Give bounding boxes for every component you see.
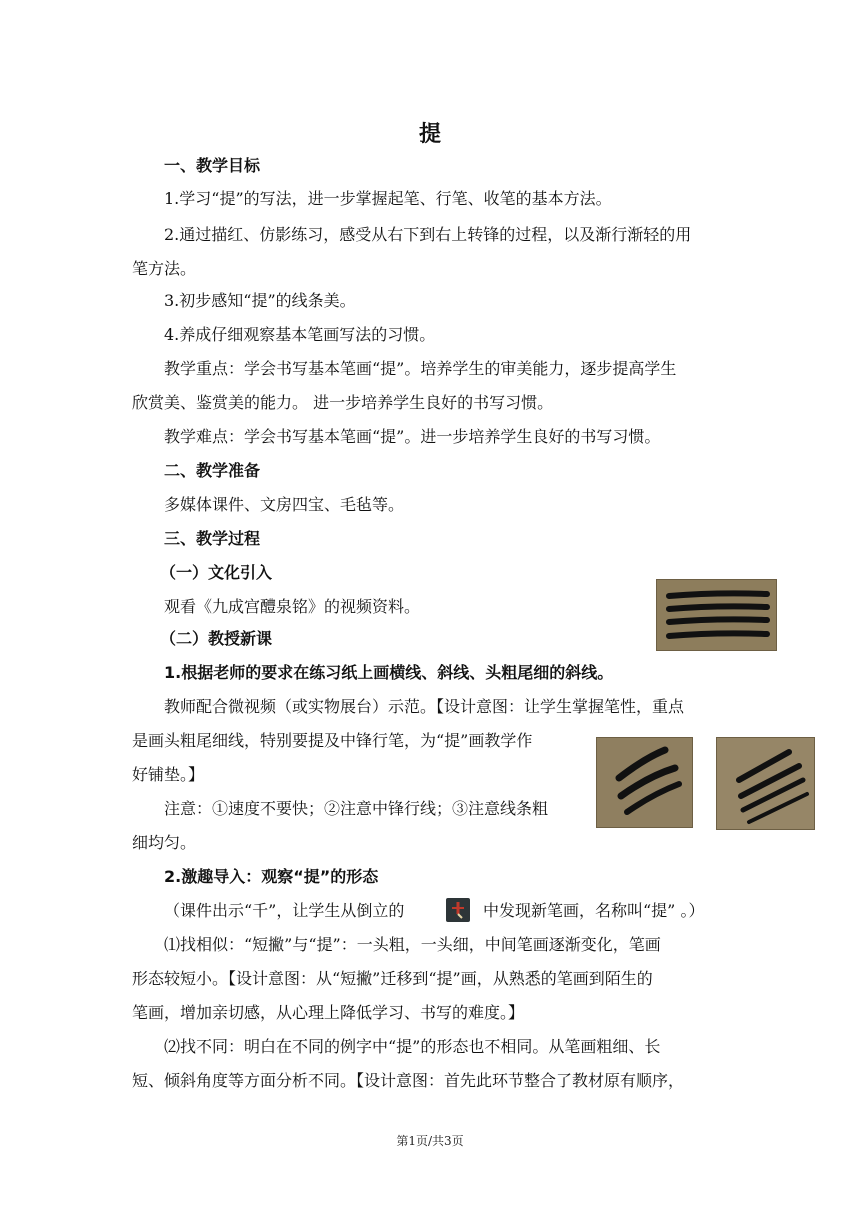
key-points-line2: 欣赏美、鉴赏美的能力。 进一步培养学生良好的书写习惯。 [132,393,554,412]
step2-heading: 2.激趣导入：观察“提”的形态 [164,867,379,886]
section-heading-goals: 一、教学目标 [164,156,261,175]
step2-line4: 笔画，增加亲切感，从心理上降低学习、书写的难度。】 [132,1003,525,1022]
step2-line6: 短、倾斜角度等方面分析不同。【设计意图：首先此环节整合了教材原有顺序， [132,1071,685,1090]
horizontal-strokes-photo [656,579,777,651]
culture-text: 观看《九成宫醴泉铭》的视频资料。 [164,597,421,616]
goal-item-3: 3.初步感知“提”的线条美。 [164,291,356,310]
step2-line1b: 中发现新笔画，名称叫“提” 。） [483,901,705,920]
difficult-points: 教学难点：学会书写基本笔画“提”。进一步培养学生良好的书写习惯。 [164,427,661,446]
page-title: 提 [418,122,441,147]
step1-line2: 是画头粗尾细线，特别要提及中锋行笔，为“提”画教学作 [132,731,533,750]
goal-item-1: 1.学习“提”的写法，进一步掌握起笔、行笔、收笔的基本方法。 [164,189,612,208]
goal-item-4: 4.养成仔细观察基本笔画写法的习惯。 [164,325,436,344]
prep-text: 多媒体课件、文房四宝、毛毡等。 [164,495,405,514]
page-footer: 第1页/共3页 [396,1134,464,1148]
goal-item-2-cont: 笔方法。 [132,259,197,278]
step2-line2: ⑴找相似：“短撇”与“提”：一头粗，一头细，中间笔画逐渐变化，笔画 [164,935,661,954]
inverted-character-icon [446,898,470,922]
step1-line1: 教师配合微视频（或实物展台）示范。【设计意图：让学生掌握笔性，重点 [164,697,685,716]
slanted-strokes-photo [596,737,693,828]
subheading-new-lesson: （二）教授新课 [160,629,273,648]
goal-item-2: 2.通过描红、仿影练习，感受从右下到右上转锋的过程，以及渐行渐轻的用 [164,225,692,244]
key-points-line1: 教学重点：学会书写基本笔画“提”。培养学生的审美能力，逐步提高学生 [164,359,677,378]
section-heading-process: 三、教学过程 [164,529,261,548]
step1-line3: 好铺垫。】 [132,765,205,784]
section-heading-prep: 二、教学准备 [164,461,261,480]
step1-line4: 注意：①速度不要快；②注意中锋行线；③注意线条粗 [164,799,549,818]
step1-heading: 1.根据老师的要求在练习纸上画横线、斜线、头粗尾细的斜线。 [164,663,614,682]
step2-line1a: （课件出示“千”，让学生从倒立的 [164,901,405,920]
step1-line5: 细均匀。 [132,833,197,852]
tapered-strokes-photo [716,737,815,830]
step2-line3: 形态较短小。【设计意图：从“短撇”迁移到“提”画，从熟悉的笔画到陌生的 [132,969,653,988]
step2-line5: ⑵找不同：明白在不同的例字中“提”的形态也不相同。从笔画粗细、长 [164,1037,661,1056]
subheading-culture: （一）文化引入 [160,563,273,582]
